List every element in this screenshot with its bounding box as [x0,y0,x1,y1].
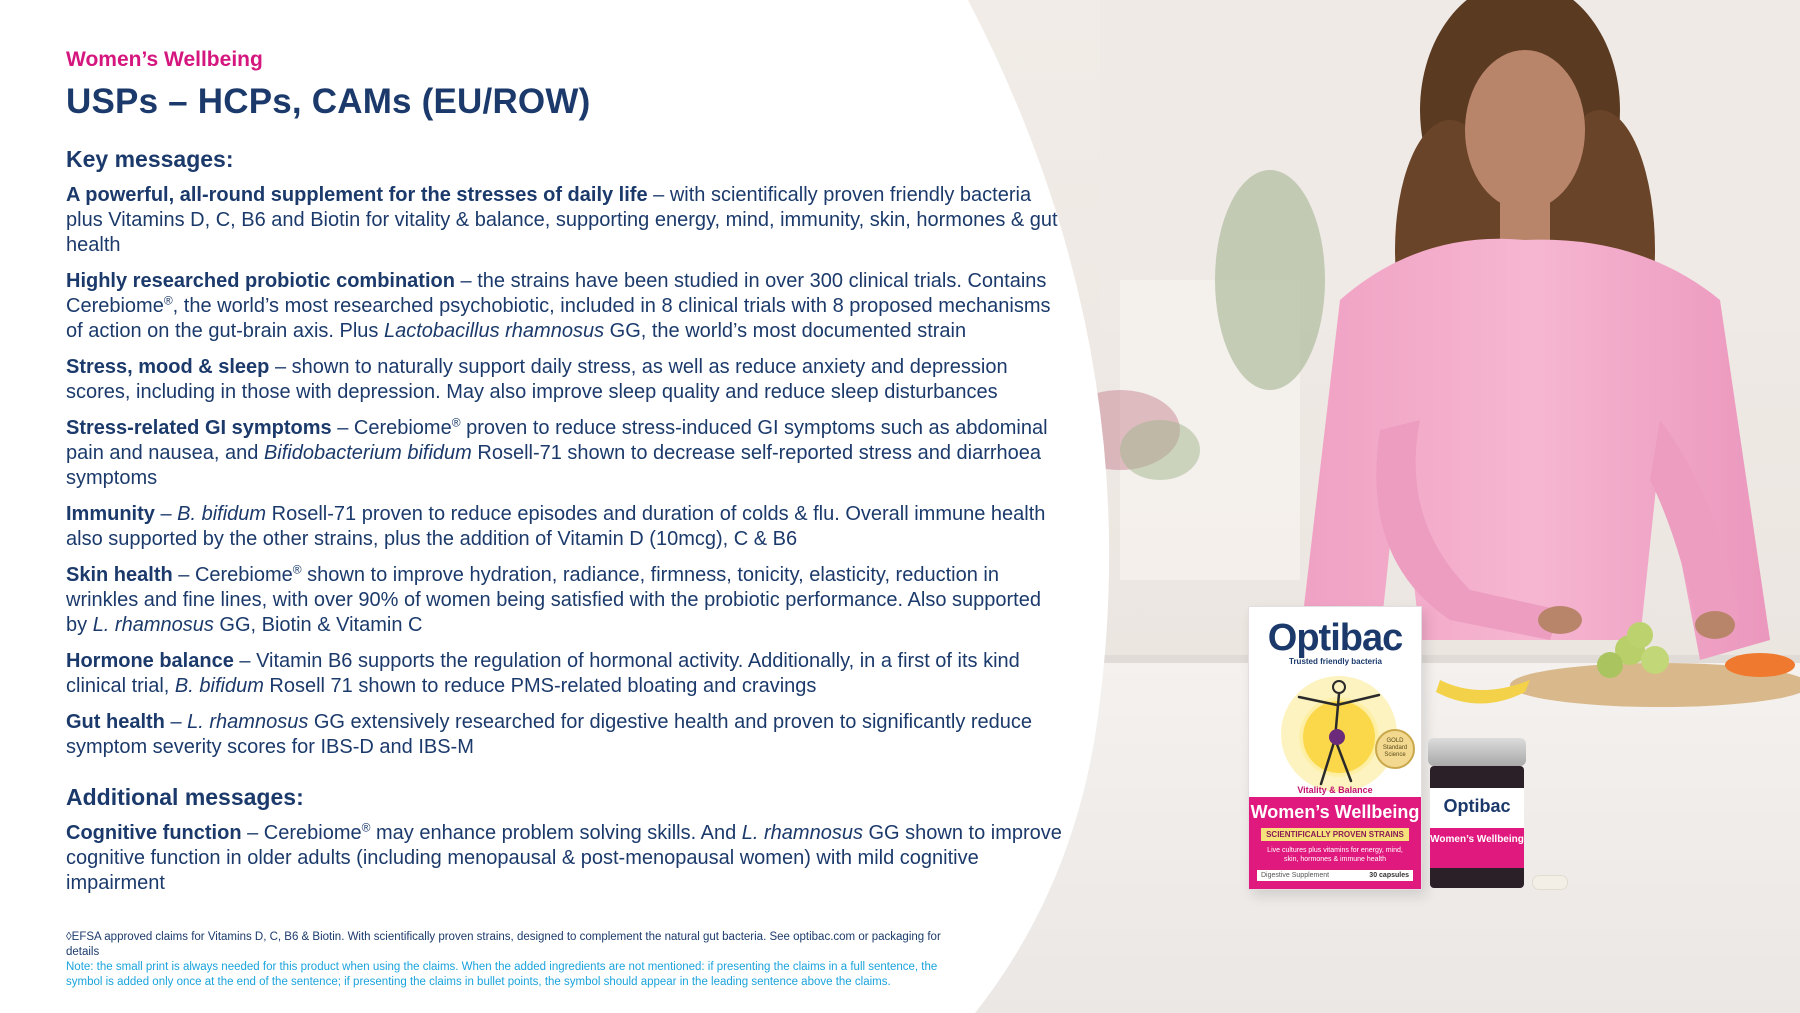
usage-note: Note: the small print is always needed for this product when using the claims. When the added ingredients are not mentioned: if presenting the claims in a full sentence, the symbol is added only once at the end of the sentence; if presenting the claims in bullet points, the symbol should appear in the leading sentence above the claims. [66,961,938,988]
species-name: B. bifidum [174,675,264,697]
message-lead: Skin health [66,564,173,586]
additional-messages-heading: Additional messages: [66,784,304,810]
message-text: Rosell-71 shown to decrease self-reported stress and diarrhoea symptoms [66,442,1042,489]
message-text: Rosell 71 shown to reduce PMS-related bloating and cravings [263,675,817,697]
message-lead: Hormone balance [66,650,234,672]
message-text: – Cerebiome [331,417,452,439]
message-text: – Cerebiome [241,822,362,844]
jar-name [1430,828,1524,868]
message-text: – shown to naturally support daily stress, as well as reduce anxiety and depression scores, including in those with depression. May also improve sleep quality and reduce sleep disturbances [66,356,1008,403]
seal-text: GOLD Standard Science [1382,738,1408,758]
product-desc: Live cultures plus vitamins for energy, mind, skin, hormones & immune health [1267,847,1403,863]
jar-name-text: Women’s Wellbeing [1430,834,1524,845]
message-text: GG extensively researched for digestive health and proven to significantly reduce symptom severity scores for IBS-D and IBS-M [66,711,1033,758]
message-text: – Cerebiome [172,564,293,586]
message-lead: Immunity [66,503,155,525]
species-name: L. rhamnosus [92,614,214,636]
message-immunity [66,502,1066,552]
product-name: Women’s Wellbeing [1250,802,1420,822]
message-gut-health [66,710,1066,760]
product-type: Digestive Supplement [1261,872,1330,879]
registered-mark: ® [361,820,371,835]
product-brand: Optibac [1267,617,1403,659]
message-lead: A powerful, all-round supplement for the stresses of daily life [66,184,648,206]
message-gi-symptoms [66,416,1066,491]
species-name: L. rhamnosus [741,822,863,844]
message-text: proven to reduce stress-induced GI symptoms such as abdominal pain and nausea, and [66,417,1048,464]
product-band [1249,797,1421,889]
message-skin [66,563,1066,638]
species-name: B. bifidum [177,503,267,525]
message-text: GG shown to improve cognitive function in older adults (including menopausal & post-menopausal women) with mild cognitive impairment [66,822,1062,894]
capsules [1532,875,1568,890]
message-research [66,269,1066,344]
main-content [66,48,1066,907]
product-box [1248,606,1422,890]
product-jar [1428,738,1526,888]
message-text: GG, Biotin & Vitamin C [213,614,423,636]
key-messages-heading: Key messages: [66,146,234,172]
seal-badge [1375,729,1415,769]
message-text: – with scientifically proven friendly bacteria plus Vitamins D, C, B6 and Biotin for vitality & balance, supporting energy, mind, immunity, skin, hormones & gut health [66,184,1058,256]
message-lead: Gut health [66,711,165,733]
efsa-footnote: ◊EFSA approved claims for Vitamins D, C, B6 & Biotin. With scientifically proven strains, designed to complement the natural gut bacteria. See optibac.com or packaging for details [66,931,941,958]
species-name: L. rhamnosus [187,711,309,733]
jar-lid [1428,738,1526,766]
slide-title: USPs – HCPs, CAMs (EU/ROW) [66,82,591,121]
product-subtitle: Vitality & Balance [1297,785,1373,795]
message-lead: Cognitive function [66,822,242,844]
message-lead: Highly researched probiotic combination [66,270,455,292]
message-text: – [164,711,188,733]
message-hormone [66,649,1066,699]
registered-mark: ® [163,293,173,308]
section-label: Women’s Wellbeing [66,48,263,71]
product-footer [1257,870,1413,881]
message-text: – the strains have been studied in over 300 clinical trials. Contains Cerebiome [66,270,1047,317]
message-all-round [66,183,1066,258]
message-text: may enhance problem solving skills. And [370,822,742,844]
message-lead: Stress, mood & sleep [66,356,270,378]
footer-notes [66,930,966,990]
message-lead: Stress-related GI symptoms [66,417,332,439]
message-text: , the world’s most researched psychobiotic, included in 8 clinical trials with 8 proposed mechanisms of action on the gut-brain axis. Plus [66,295,1051,342]
message-text: – Vitamin B6 supports the regulation of hormonal activity. Additionally, in a first of its kind clinical trial, [66,650,1020,697]
message-text: GG, the world’s most documented strain [604,320,967,342]
registered-mark: ® [292,562,302,577]
message-stress-mood [66,355,1066,405]
message-text: shown to improve hydration, radiance, firmness, tonicity, elasticity, reduction in wrinkles and fine lines, with over 90% of women being satisfied with the probiotic performance. Also supported by [66,564,1041,636]
jar-label [1430,788,1524,868]
message-text: – [154,503,178,525]
product-tagline: Trusted friendly bacteria [1289,657,1382,666]
product-claim: SCIENTIFICALLY PROVEN STRAINS [1261,828,1409,841]
registered-mark: ® [451,415,461,430]
species-name: Bifidobacterium bifidum [263,442,472,464]
jar-brand: Optibac [1443,796,1511,816]
product-count: 30 capsules [1369,872,1409,879]
message-cognitive [66,821,1066,896]
species-name: Lactobacillus rhamnosus [383,320,605,342]
message-text: Rosell-71 proven to reduce episodes and duration of colds & flu. Overall immune health also supported by the other strains, plus the addition of Vitamin D (10mcg), C & B6 [66,503,1046,550]
